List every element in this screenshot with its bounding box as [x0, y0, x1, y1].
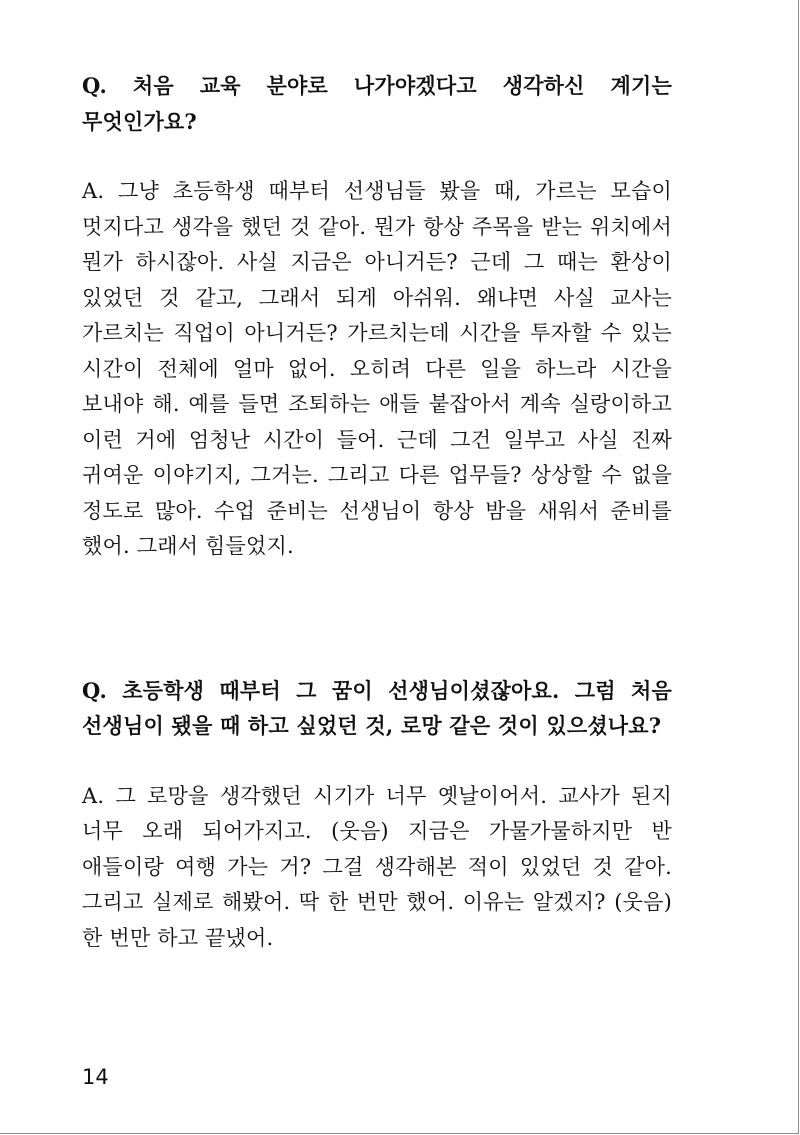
interview-content	[82, 68, 672, 956]
spacer	[82, 139, 672, 174]
page-number: 14	[82, 1065, 109, 1089]
spacer	[82, 565, 672, 673]
question-1: Q. 처음 교육 분야로 나가야겠다고 생각하신 계기는 무엇인가요?	[82, 73, 672, 134]
question-2: Q. 초등학생 때부터 그 꿈이 선생님이셨잖아요. 그럼 처음 선생님이 됐을 때 하고 싶었던 것, 로망 같은 것이 있으셨나요?	[82, 677, 672, 738]
answer-1: A. 그냥 초등학생 때부터 선생님들 봤을 때, 가르는 모습이 멋지다고 생각을 했던 것 같아. 뭔가 항상 주목을 받는 위치에서 뭔가 하시잖아. 사실 지금은 아니거든? 근데 그 때는 환상이 있었던 것 같고, 그래서 되게 아쉬워. 왜냐면 사실 교사는 가르치는 직업이 아니거든? 가르치는데 시간을 투자할 수 있는 시간이 전체에 얼마 없어. 오히려 다른 일을 하느라 시간을 보내야 해. 예를 들면 조퇴하는 애들 붙잡아서 계속 실랑이하고 이런 거에 엄청난 시간이 들어. 근데 그건 일부고 사실 진짜 귀여운 이야기지, 그거는. 그리고 다른 업무들? 상상할 수 없을 정도로 많아. 수업 준비는 선생님이 항상 밤을 새워서 준비를 했어. 그래서 힘들었지.	[82, 179, 672, 558]
spacer	[82, 744, 672, 779]
answer-2: A. 그 로망을 생각했던 시기가 너무 옛날이어서. 교사가 된지 너무 오래 되어가지고. (웃음) 지금은 가물가물하지만 반 애들이랑 여행 가는 거? 그걸 생각해본 적이 있었던 것 같아. 그리고 실제로 해봤어. 딱 한 번만 했어. 이유는 알겠지? (웃음) 한 번만 하고 끝냈어.	[82, 783, 672, 950]
